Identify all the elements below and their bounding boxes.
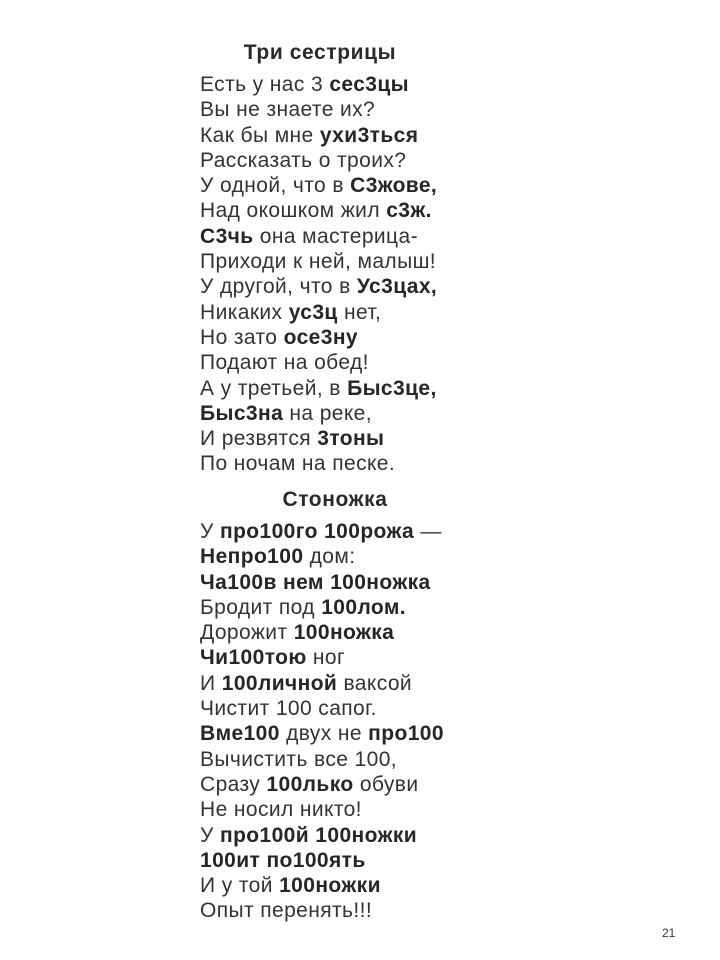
poem-line-segment: Вы не знаете их? — [200, 98, 376, 122]
poem-line-bold-segment: 100ит по100ять — [200, 848, 366, 872]
poem-line-bold-segment: сес3цы — [329, 73, 410, 96]
poem-line-bold-segment: 100ножка — [293, 621, 395, 645]
poem-line-segment: Над окошком жил — [200, 199, 387, 223]
poem-three-sisters — [200, 40, 440, 477]
poem-line-segment: Никаких — [200, 300, 289, 324]
poem-line-segment: У одной, что в — [200, 174, 351, 198]
poem-line-bold-segment: С3жове, — [350, 174, 438, 198]
poem-line — [200, 97, 440, 122]
poem-line — [200, 325, 440, 350]
poem-line — [200, 350, 440, 375]
poem-line — [200, 376, 440, 401]
poem-line-segment: Не носил никто! — [200, 798, 362, 822]
poem-line-segment: дом: — [303, 545, 356, 569]
poem-line — [200, 451, 440, 476]
poem-line-bold-segment: 100личной — [221, 671, 338, 695]
poem-line — [200, 645, 470, 670]
poem-line-bold-segment: 100лько — [266, 772, 354, 796]
poem-line — [200, 173, 440, 198]
poem-line — [200, 274, 440, 299]
poem-line-segment: на реке, — [283, 401, 372, 425]
poem-line — [200, 123, 440, 148]
poem-line — [200, 595, 470, 620]
poem-line-bold-segment: про100 — [368, 722, 444, 746]
poem-line-bold-segment: 100лом. — [321, 595, 407, 619]
poem-line — [200, 848, 470, 873]
poem-line-bold-segment: Ча100в нем 100ножка — [200, 570, 431, 594]
poem-line-bold-segment: С3чь — [200, 224, 254, 248]
poem-line-segment: У другой, что в — [200, 275, 357, 299]
poem-lines — [200, 519, 470, 924]
poem-line-segment: Вычистить все 100, — [200, 747, 398, 771]
poem-line-bold-segment: осе3ну — [283, 325, 358, 349]
poem-line — [200, 696, 470, 721]
poem-line — [200, 772, 470, 797]
poem-line-bold-segment: Непро100 — [200, 545, 304, 569]
poem-line-segment: обуви — [353, 772, 419, 796]
poem-line — [200, 249, 440, 274]
poem-line-bold-segment: про100й 100ножки — [219, 823, 418, 847]
poem-line — [200, 198, 440, 223]
poem-line-segment: У — [200, 823, 220, 847]
poem-line-segment: Приходи к ней, малыш! — [200, 250, 437, 274]
poem-line — [200, 873, 470, 898]
poem-line-bold-segment: 100ножки — [279, 874, 381, 898]
poem-line-segment: Бродит под — [200, 595, 322, 619]
poem-line-bold-segment: Быс3це, — [347, 376, 437, 400]
poem-line-segment: Опыт перенять!!! — [200, 899, 373, 923]
poem-line-bold-segment: с3ж. — [386, 199, 432, 223]
poem-line-bold-segment: 3тоны — [317, 427, 385, 451]
poem-line-segment: А у третьей, в — [200, 376, 348, 400]
poem-line — [200, 148, 440, 173]
poem-line-segment: И у той — [200, 874, 280, 898]
poem-line — [200, 620, 470, 645]
poem-line — [200, 721, 470, 746]
poem-line — [200, 401, 440, 426]
poem-line-bold-segment: Ус3цах, — [356, 275, 438, 299]
poem-line-segment: ног — [306, 646, 346, 670]
poem-line-segment: И резвятся — [200, 427, 318, 451]
poem-line-segment: Есть у нас 3 — [200, 73, 330, 96]
poem-line-segment: ваксой — [337, 671, 413, 695]
poem-line — [200, 426, 440, 451]
poem-line-bold-segment: Быс3на — [200, 401, 284, 425]
poem-line-segment: Как бы мне — [200, 123, 320, 147]
poem-line-bold-segment: Вме100 — [200, 722, 280, 746]
poem-line — [200, 570, 470, 595]
poem-title: Стоножка — [282, 488, 388, 511]
poem-line — [200, 747, 470, 772]
poem-line-segment: Рассказать о троих? — [200, 148, 407, 172]
poem-line — [200, 300, 440, 325]
poem-line-segment: По ночам на песке. — [200, 452, 396, 476]
poem-line — [200, 72, 440, 97]
poem-line — [200, 671, 470, 696]
poem-lines — [200, 72, 440, 477]
page-number: 21 — [662, 926, 676, 940]
poem-line-bold-segment: Чи100тою — [200, 646, 307, 670]
poem-line — [200, 898, 470, 923]
poem-line-segment: Подают на обед! — [200, 351, 369, 375]
poem-line — [200, 519, 470, 544]
poem-line-segment: Дорожит — [200, 621, 294, 645]
poem-title: Три сестрицы — [243, 41, 397, 64]
poem-line-segment: Сразу — [200, 772, 267, 796]
poem-line-segment: И — [200, 671, 222, 695]
poem-line — [200, 823, 470, 848]
poem-line-segment: — — [414, 520, 442, 543]
poem-line-bold-segment: ухи3ться — [319, 123, 419, 147]
poem-line-bold-segment: ус3ц — [288, 300, 338, 324]
poem-line-segment: Чистит 100 сапог. — [200, 697, 377, 721]
poem-line-segment: нет, — [337, 300, 382, 324]
poem-line — [200, 224, 440, 249]
poem-line-segment: Но зато — [200, 325, 284, 349]
poem-line-segment: она мастерица- — [253, 224, 418, 248]
poem-line-bold-segment: про100го 100рожа — [219, 520, 415, 543]
poem-line-segment: У — [200, 520, 220, 543]
poem-line — [200, 544, 470, 569]
poem-centipede — [200, 487, 470, 924]
poem-line-segment: двух не — [279, 722, 369, 746]
poem-line — [200, 797, 470, 822]
